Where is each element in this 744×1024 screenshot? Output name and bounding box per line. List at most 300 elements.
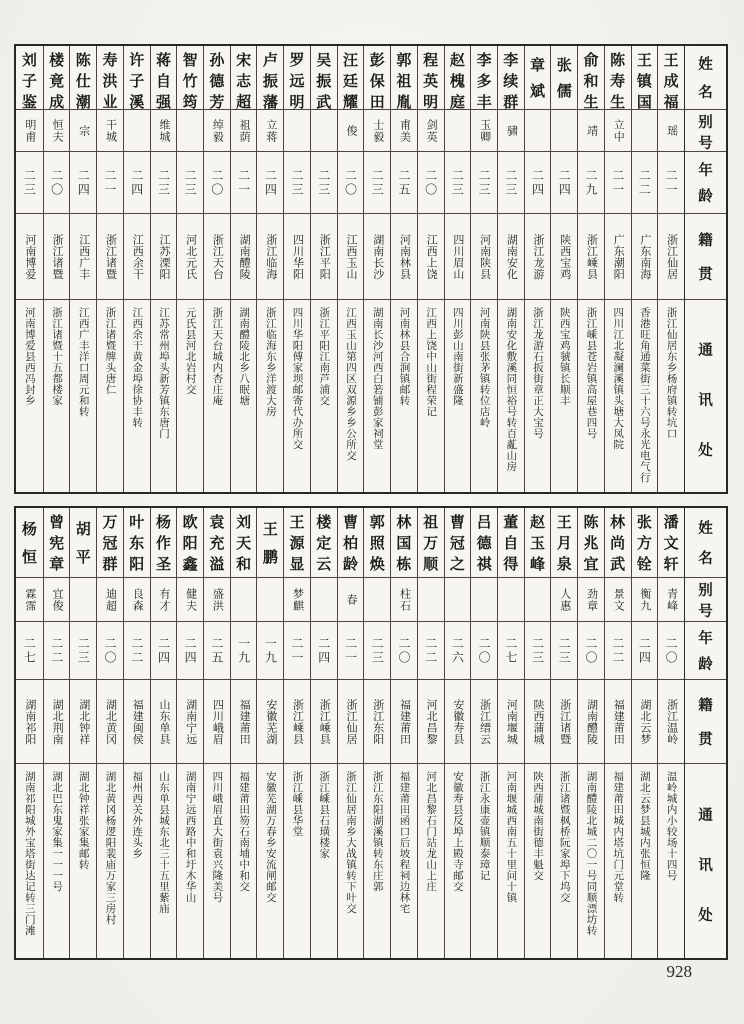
person-alias: 盛洪 bbox=[204, 578, 230, 622]
person-native-place: 浙江诸暨 bbox=[97, 214, 123, 300]
person-native-place: 湖南醴陵 bbox=[231, 214, 257, 300]
person-column bbox=[657, 46, 684, 492]
person-address: 浙江诸暨牌头唐仁 bbox=[104, 307, 116, 395]
person-address: 四川华阳傅家坝邮寄代办所交 bbox=[291, 307, 303, 450]
person-alias: 绰毅 bbox=[204, 110, 230, 152]
person-address: 四川彭山南街新盛隆 bbox=[451, 307, 463, 406]
person-address: 山东单县城东北三十五里紫庙 bbox=[157, 771, 169, 914]
person-native-place: 浙江仙居 bbox=[658, 214, 684, 300]
person-name: 俞 和 生 bbox=[578, 46, 604, 110]
person-alias bbox=[257, 578, 283, 622]
person-column bbox=[524, 508, 551, 958]
person-age: 二四 bbox=[257, 152, 283, 214]
header-name: 姓 名 bbox=[685, 508, 726, 578]
person-alias: 景文 bbox=[605, 578, 631, 622]
person-age: 二二 bbox=[124, 622, 150, 680]
person-name: 刘 子 鉴 bbox=[16, 46, 43, 110]
person-age: 二三 bbox=[498, 152, 524, 214]
person-native-place: 山东单县 bbox=[151, 680, 177, 764]
person-native-place: 江苏溧阳 bbox=[151, 214, 177, 300]
person-native-place: 湖南醴陵 bbox=[578, 680, 604, 764]
person-native-place: 湖南祁阳 bbox=[16, 680, 43, 764]
person-alias: 立中 bbox=[605, 110, 631, 152]
person-name: 寿 洪 业 bbox=[97, 46, 123, 110]
person-native-place: 湖南宁远 bbox=[177, 680, 203, 764]
person-native-place: 浙江临海 bbox=[257, 214, 283, 300]
person-alias: 柱石 bbox=[391, 578, 417, 622]
person-column bbox=[310, 46, 337, 492]
person-column bbox=[417, 46, 444, 492]
person-name: 汪 廷 耀 bbox=[338, 46, 364, 110]
person-age: 二九 bbox=[578, 152, 604, 214]
person-address: 香港旺角通菜街三十六号永光电气行 bbox=[638, 307, 650, 483]
person-age: 二〇 bbox=[97, 622, 123, 680]
person-native-place: 湖南安化 bbox=[498, 214, 524, 300]
person-name: 刘 天 和 bbox=[231, 508, 257, 578]
person-alias: 靖 bbox=[578, 110, 604, 152]
person-native-place: 湖南长沙 bbox=[364, 214, 390, 300]
person-address: 河南林县合涧镇邮转 bbox=[398, 307, 410, 406]
person-native-place: 四川眉山 bbox=[445, 214, 471, 300]
person-age: 二四 bbox=[70, 152, 96, 214]
person-address: 浙江嵊县华堂 bbox=[291, 771, 303, 837]
person-column bbox=[363, 46, 390, 492]
person-native-place: 江西玉山 bbox=[338, 214, 364, 300]
person-alias bbox=[311, 110, 337, 152]
person-age: 二四 bbox=[311, 622, 337, 680]
person-address: 浙江永康壶镇顺泰璋记 bbox=[478, 771, 490, 881]
person-name: 林 尚 武 bbox=[605, 508, 631, 578]
person-name: 郭 照 焕 bbox=[364, 508, 390, 578]
person-native-place: 河北元氏 bbox=[177, 214, 203, 300]
person-address: 浙江诸暨枫桥阮家埠下坞交 bbox=[558, 771, 570, 903]
person-alias bbox=[177, 110, 203, 152]
header-name: 姓 名 bbox=[685, 46, 726, 110]
person-native-place: 福建莆田 bbox=[605, 680, 631, 764]
person-name: 王 源 显 bbox=[284, 508, 310, 578]
person-native-place: 江西余干 bbox=[124, 214, 150, 300]
person-address: 四川江北凝澜溪镇头塘大凤院 bbox=[612, 307, 624, 450]
person-name: 蒋 自 强 bbox=[151, 46, 177, 110]
person-name: 赵 玉 峰 bbox=[525, 508, 551, 578]
person-age: 二〇 bbox=[658, 622, 684, 680]
person-column bbox=[470, 46, 497, 492]
person-alias bbox=[525, 110, 551, 152]
person-native-place: 江西上饶 bbox=[418, 214, 444, 300]
person-name: 程 英 明 bbox=[418, 46, 444, 110]
person-age: 二一 bbox=[97, 152, 123, 214]
person-address: 湖南祁阳城外宝塔街达记转三门滩 bbox=[23, 771, 35, 936]
header-native-place: 籍 贯 bbox=[685, 214, 726, 300]
person-address: 安徽寿县反埠上殿寺邮交 bbox=[451, 771, 463, 892]
person-alias bbox=[124, 110, 150, 152]
person-alias bbox=[445, 578, 471, 622]
person-address: 陕西蒲城南街德丰魁交 bbox=[532, 771, 544, 881]
person-age: 二〇 bbox=[44, 152, 70, 214]
person-alias bbox=[525, 578, 551, 622]
person-age: 二一 bbox=[338, 622, 364, 680]
person-column bbox=[577, 46, 604, 492]
person-column bbox=[390, 46, 417, 492]
person-column bbox=[631, 508, 658, 958]
person-native-place: 四川华阳 bbox=[284, 214, 310, 300]
person-age: 二三 bbox=[70, 622, 96, 680]
directory-table-top bbox=[14, 44, 728, 494]
person-column bbox=[230, 46, 257, 492]
person-address: 陕西宝鸡虢镇长顺丰 bbox=[558, 307, 570, 406]
person-column bbox=[176, 508, 203, 958]
person-age: 二〇 bbox=[391, 622, 417, 680]
person-name: 陈 寿 生 bbox=[605, 46, 631, 110]
person-alias: 迪超 bbox=[97, 578, 123, 622]
person-address: 河南陕县张茅镇转位店岭 bbox=[478, 307, 490, 428]
page-number: 928 bbox=[666, 962, 692, 981]
person-name: 王 镇 国 bbox=[632, 46, 658, 110]
person-age: 二六 bbox=[445, 622, 471, 680]
person-address: 湖南安化敷溪同恒裕号转百薍山房 bbox=[505, 307, 517, 472]
person-alias: 梦麒 bbox=[284, 578, 310, 622]
person-name: 曾 宪 章 bbox=[44, 508, 70, 578]
person-name: 张 方 铨 bbox=[632, 508, 658, 578]
person-alias: 人惠 bbox=[551, 578, 577, 622]
person-name: 吕 德 祺 bbox=[471, 508, 497, 578]
person-alias bbox=[231, 578, 257, 622]
person-age: 二一 bbox=[231, 152, 257, 214]
person-age: 二三 bbox=[525, 622, 551, 680]
header-address: 通 讯 处 bbox=[698, 343, 713, 459]
person-name: 王 鹏 bbox=[257, 508, 283, 578]
person-address: 河南堰城西南五十里问十镇 bbox=[505, 771, 517, 903]
person-address: 湖北黄冈杨逻阳裴庙万家三房村 bbox=[104, 771, 116, 925]
person-address: 浙江仙居东乡杨府镇转坑口 bbox=[665, 307, 677, 439]
person-column bbox=[337, 508, 364, 958]
person-alias: 宜俊 bbox=[44, 578, 70, 622]
person-native-place: 浙江温岭 bbox=[658, 680, 684, 764]
person-native-place: 湖北荆南 bbox=[44, 680, 70, 764]
person-column bbox=[16, 508, 43, 958]
person-column bbox=[524, 46, 551, 492]
person-column bbox=[577, 508, 604, 958]
person-column bbox=[363, 508, 390, 958]
person-native-place: 浙江嵊县 bbox=[311, 680, 337, 764]
person-name: 李 多 丰 bbox=[471, 46, 497, 110]
person-column bbox=[283, 508, 310, 958]
person-alias: 健夫 bbox=[177, 578, 203, 622]
person-age: 二三 bbox=[551, 622, 577, 680]
person-address: 浙江嵊县石璜楼家 bbox=[318, 771, 330, 859]
person-name: 祖 万 顺 bbox=[418, 508, 444, 578]
person-alias: 明甫 bbox=[16, 110, 43, 152]
person-name: 潘 文 轩 bbox=[658, 508, 684, 578]
person-address: 浙江龙游石扳街章正大宝号 bbox=[532, 307, 544, 439]
person-alias: 立蒋 bbox=[257, 110, 283, 152]
person-name: 陈 仕 潮 bbox=[70, 46, 96, 110]
person-name: 楼 定 云 bbox=[311, 508, 337, 578]
person-age: 二四 bbox=[124, 152, 150, 214]
person-name: 章 斌 bbox=[525, 46, 551, 110]
person-address: 江苏常州埠头新芳镇东唐门 bbox=[157, 307, 169, 439]
person-address: 湖南醴陵北乡八眠塘 bbox=[238, 307, 250, 406]
person-address: 福建莆田城内塔坑门元堂转 bbox=[612, 771, 624, 903]
person-native-place: 福建莆田 bbox=[391, 680, 417, 764]
person-alias: 甫美 bbox=[391, 110, 417, 152]
person-alias bbox=[364, 578, 390, 622]
person-age: 二四 bbox=[151, 622, 177, 680]
person-native-place: 浙江平阳 bbox=[311, 214, 337, 300]
person-alias bbox=[311, 578, 337, 622]
person-name: 张 儒 bbox=[551, 46, 577, 110]
directory-table-bottom bbox=[14, 506, 728, 960]
person-alias bbox=[284, 110, 310, 152]
header-native-place: 籍 贯 bbox=[685, 680, 726, 764]
person-native-place: 广东南海 bbox=[632, 214, 658, 300]
person-native-place: 陕西宝鸡 bbox=[551, 214, 577, 300]
person-age: 二〇 bbox=[471, 622, 497, 680]
header-age: 年 龄 bbox=[685, 152, 726, 214]
person-name: 欧 阳 鑫 bbox=[177, 508, 203, 578]
person-alias: 祖荫 bbox=[231, 110, 257, 152]
person-age: 二一 bbox=[658, 152, 684, 214]
person-name: 曹 柏 龄 bbox=[338, 508, 364, 578]
person-name: 曹 冠 之 bbox=[445, 508, 471, 578]
person-alias: 玉卿 bbox=[471, 110, 497, 152]
person-name: 孙 德 芳 bbox=[204, 46, 230, 110]
person-address: 浙江嵊县苍岩镇高屋巷四号 bbox=[585, 307, 597, 439]
person-age: 二一 bbox=[605, 152, 631, 214]
person-address: 浙江诸暨十五都楼家 bbox=[51, 307, 63, 406]
person-age: 二二 bbox=[44, 622, 70, 680]
person-native-place: 浙江诸暨 bbox=[44, 214, 70, 300]
person-column bbox=[470, 508, 497, 958]
person-address: 湖北云梦县城内张恒隆 bbox=[638, 771, 650, 881]
person-column bbox=[256, 508, 283, 958]
person-name: 胡 平 bbox=[70, 508, 96, 578]
person-age: 二七 bbox=[16, 622, 43, 680]
person-column bbox=[203, 46, 230, 492]
person-name: 赵 槐 庭 bbox=[445, 46, 471, 110]
person-column bbox=[123, 508, 150, 958]
person-column bbox=[16, 46, 43, 492]
person-native-place: 湖北云梦 bbox=[632, 680, 658, 764]
person-alias bbox=[632, 110, 658, 152]
person-name: 陈 兆 宜 bbox=[578, 508, 604, 578]
person-native-place: 浙江东阳 bbox=[364, 680, 390, 764]
person-age: 二四 bbox=[551, 152, 577, 214]
person-native-place: 河南陕县 bbox=[471, 214, 497, 300]
person-column bbox=[337, 46, 364, 492]
person-age: 二二 bbox=[605, 622, 631, 680]
person-age: 二三 bbox=[151, 152, 177, 214]
person-column bbox=[230, 508, 257, 958]
person-age: 二〇 bbox=[578, 622, 604, 680]
person-age: 二三 bbox=[364, 622, 390, 680]
person-name: 彭 保 田 bbox=[364, 46, 390, 110]
person-native-place: 安徽芜湖 bbox=[257, 680, 283, 764]
person-address: 江西广丰洋口周元和转 bbox=[77, 307, 89, 417]
person-address: 浙江天台城内杏庄庵 bbox=[211, 307, 223, 406]
person-address: 湖北钟祥张家集邮转 bbox=[77, 771, 89, 870]
person-alias bbox=[471, 578, 497, 622]
person-column bbox=[203, 508, 230, 958]
person-native-place: 河南堰城 bbox=[498, 680, 524, 764]
person-address: 四川峨眉直大街袁兴隆美号 bbox=[211, 771, 223, 903]
person-native-place: 浙江仙居 bbox=[338, 680, 364, 764]
person-native-place: 河南林县 bbox=[391, 214, 417, 300]
person-address: 浙江仙居南乡大战镇转下叶交 bbox=[345, 771, 356, 914]
person-age: 二七 bbox=[498, 622, 524, 680]
person-native-place: 浙江天台 bbox=[204, 214, 230, 300]
person-alias: 骕 bbox=[498, 110, 524, 152]
person-age: 一九 bbox=[257, 622, 283, 680]
person-age: 二三 bbox=[445, 152, 471, 214]
person-column bbox=[604, 46, 631, 492]
person-native-place: 湖北黄冈 bbox=[97, 680, 123, 764]
header-alias: 别 号 bbox=[685, 578, 726, 622]
person-alias: 剑英 bbox=[418, 110, 444, 152]
person-age: 二四 bbox=[525, 152, 551, 214]
person-name: 罗 远 明 bbox=[284, 46, 310, 110]
person-alias bbox=[70, 578, 96, 622]
person-name: 杨 恒 bbox=[16, 508, 43, 578]
person-age: 二三 bbox=[364, 152, 390, 214]
person-column bbox=[604, 508, 631, 958]
person-alias: 干城 bbox=[97, 110, 123, 152]
person-alias bbox=[445, 110, 471, 152]
person-alias: 霖霈 bbox=[16, 578, 43, 622]
person-column bbox=[310, 508, 337, 958]
person-alias: 维城 bbox=[151, 110, 177, 152]
person-alias bbox=[418, 578, 444, 622]
person-column bbox=[444, 46, 471, 492]
person-alias bbox=[498, 578, 524, 622]
person-age: 二一 bbox=[284, 622, 310, 680]
person-column bbox=[69, 46, 96, 492]
person-native-place: 湖北钟祥 bbox=[70, 680, 96, 764]
person-alias: 良森 bbox=[124, 578, 150, 622]
person-column bbox=[497, 508, 524, 958]
person-address: 安徽芜湖万春乡安流闸邮交 bbox=[264, 771, 276, 903]
person-alias: 衡九 bbox=[632, 578, 658, 622]
person-name: 郭 祖 胤 bbox=[391, 46, 417, 110]
person-alias: 宗 bbox=[70, 110, 96, 152]
person-native-place: 安徽寿县 bbox=[445, 680, 471, 764]
person-age: 二〇 bbox=[418, 152, 444, 214]
person-address: 江西玉山第四区双源乡乡公所交 bbox=[345, 307, 356, 461]
person-native-place: 四川峨眉 bbox=[204, 680, 230, 764]
person-address: 浙江临海东乡洋渡大房 bbox=[264, 307, 276, 417]
person-column bbox=[150, 46, 177, 492]
person-alias: 春 bbox=[338, 578, 364, 622]
header-address: 通 讯 处 bbox=[698, 807, 713, 925]
person-address: 湖南醴陵北城二〇一号同顺漂坊转 bbox=[585, 771, 597, 936]
person-name: 宋 志 超 bbox=[231, 46, 257, 110]
person-column bbox=[43, 508, 70, 958]
person-column bbox=[96, 508, 123, 958]
person-column bbox=[417, 508, 444, 958]
person-native-place: 浙江龙游 bbox=[525, 214, 551, 300]
person-name: 卢 振 藩 bbox=[257, 46, 283, 110]
person-age: 二四 bbox=[177, 622, 203, 680]
person-native-place: 浙江嵊县 bbox=[578, 214, 604, 300]
person-name: 杨 作 圣 bbox=[151, 508, 177, 578]
person-native-place: 浙江嵊县 bbox=[284, 680, 310, 764]
person-column bbox=[283, 46, 310, 492]
person-name: 吴 振 武 bbox=[311, 46, 337, 110]
person-address: 温岭城内小较场十四号 bbox=[665, 771, 677, 881]
person-age: 二〇 bbox=[204, 152, 230, 214]
person-age: 二二 bbox=[418, 622, 444, 680]
person-age: 二〇 bbox=[338, 152, 364, 214]
header-column bbox=[684, 508, 726, 958]
person-address: 湖南宁远西路中和圩木华山 bbox=[184, 771, 196, 903]
person-column bbox=[96, 46, 123, 492]
person-age: 二三 bbox=[471, 152, 497, 214]
person-native-place: 浙江缙云 bbox=[471, 680, 497, 764]
person-name: 王 成 福 bbox=[658, 46, 684, 110]
person-age: 二三 bbox=[16, 152, 43, 214]
person-native-place: 江西广丰 bbox=[70, 214, 96, 300]
person-name: 王 月 泉 bbox=[551, 508, 577, 578]
person-name: 万 冠 群 bbox=[97, 508, 123, 578]
person-column bbox=[497, 46, 524, 492]
person-column bbox=[69, 508, 96, 958]
person-address: 江西上饶中山街程荣记 bbox=[425, 307, 437, 417]
person-alias: 劲章 bbox=[578, 578, 604, 622]
person-column bbox=[444, 508, 471, 958]
person-age: 二四 bbox=[632, 622, 658, 680]
person-alias: 瑶 bbox=[658, 110, 684, 152]
person-native-place: 福建闽侯 bbox=[124, 680, 150, 764]
person-age: 二五 bbox=[204, 622, 230, 680]
person-native-place: 河北昌黎 bbox=[418, 680, 444, 764]
person-column bbox=[123, 46, 150, 492]
person-native-place: 河南博爱 bbox=[16, 214, 43, 300]
person-name: 李 续 群 bbox=[498, 46, 524, 110]
person-column bbox=[550, 508, 577, 958]
person-address: 河南博爱县西冯封乡 bbox=[23, 307, 35, 406]
person-address: 湖北巴东鬼家集一一一号 bbox=[51, 771, 63, 892]
person-age: 二三 bbox=[284, 152, 310, 214]
person-name: 董 自 得 bbox=[498, 508, 524, 578]
person-name: 袁 充 溢 bbox=[204, 508, 230, 578]
person-native-place: 福建莆田 bbox=[231, 680, 257, 764]
person-address: 福州西关外连头乡 bbox=[131, 771, 143, 859]
person-address: 元氏县河北岩村交 bbox=[184, 307, 196, 395]
person-column bbox=[550, 46, 577, 492]
header-column bbox=[684, 46, 726, 492]
person-column bbox=[43, 46, 70, 492]
person-address: 江西余干黄金埠徐协丰转 bbox=[131, 307, 143, 428]
person-column bbox=[150, 508, 177, 958]
person-name: 林 国 栋 bbox=[391, 508, 417, 578]
person-age: 二五 bbox=[391, 152, 417, 214]
person-name: 楼 竟 成 bbox=[44, 46, 70, 110]
person-native-place: 广东潮阳 bbox=[605, 214, 631, 300]
person-column bbox=[631, 46, 658, 492]
person-age: 二二 bbox=[632, 152, 658, 214]
person-native-place: 陕西蒲城 bbox=[525, 680, 551, 764]
person-name: 智 竹 筠 bbox=[177, 46, 203, 110]
person-alias bbox=[551, 110, 577, 152]
person-native-place: 浙江诸暨 bbox=[551, 680, 577, 764]
person-age: 一九 bbox=[231, 622, 257, 680]
person-address: 湖南长沙河西白箬铺彭家祠堂 bbox=[371, 307, 383, 450]
person-address: 浙江平阳江南芦浦交 bbox=[318, 307, 330, 406]
person-address: 河北昌黎石门站龙山上庄 bbox=[425, 771, 437, 892]
person-column bbox=[390, 508, 417, 958]
person-name: 叶 东 阳 bbox=[124, 508, 150, 578]
person-column bbox=[176, 46, 203, 492]
